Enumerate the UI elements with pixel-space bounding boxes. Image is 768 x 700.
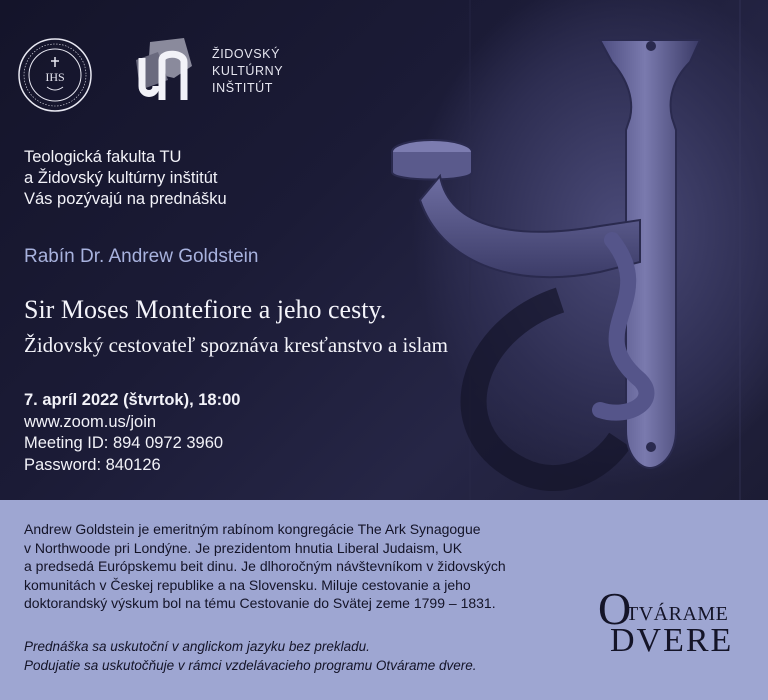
invitation-line: Vás pozývajú na prednášku	[24, 190, 227, 208]
otvarame-dvere-logo	[596, 583, 761, 670]
university-seal-logo	[17, 37, 93, 113]
bio-line: v Northwoode pri Londýne. Je prezidentom hnutia Liberal Judaism, UK	[24, 539, 463, 556]
speaker-name: Rabín Dr. Andrew Goldstein	[24, 246, 259, 267]
meeting-password: Password: 840126	[24, 455, 161, 474]
lecture-title: Sir Moses Montefiore a jeho cesty.	[24, 295, 387, 324]
event-date: 7. apríl 2022 (štvrtok), 18:00	[24, 391, 241, 409]
logo-second-word: DVERE	[610, 622, 734, 659]
zoom-link[interactable]: www.zoom.us/join	[24, 412, 157, 431]
meeting-id: Meeting ID: 894 0972 3960	[24, 434, 224, 452]
bio-line: Andrew Goldstein je emeritným rabínom kongregácie The Ark Synagogue	[24, 521, 481, 537]
logo-first-word-rest: TVÁRAME	[626, 603, 729, 625]
zki-line: KULTÚRNY	[212, 64, 284, 78]
zki-logo-mark	[128, 38, 202, 104]
seal-center-text: IHS	[45, 70, 65, 84]
bio-line: doktorandský výskum bol na tému Cestovanie do Svätej zeme 1799 – 1831.	[24, 595, 496, 612]
bio-line: a predsedá Európskemu beit dinu. Je dlhoročným návštevníkom v židovských	[24, 558, 506, 575]
logo-first-letter: O	[598, 583, 632, 634]
invitation-text	[24, 147, 227, 210]
event-notes	[24, 637, 476, 675]
invitation-line: a Židovský kultúrny inštitút	[24, 169, 218, 187]
bio-line: komunitách v Českej republike a na Slovensku. Miluje cestovanie a jeho	[24, 576, 471, 593]
speaker-bio	[24, 520, 584, 613]
note-line: Prednáška sa uskutoční v anglickom jazyku bez prekladu.	[24, 639, 370, 654]
event-details	[24, 390, 240, 476]
note-line: Podujatie sa uskutočňuje v rámci vzdelávacieho programu Otvárame dvere.	[24, 658, 477, 673]
zki-logo-text	[212, 46, 283, 97]
invitation-line: Teologická fakulta TU	[24, 148, 182, 166]
zki-line: INŠTITÚT	[212, 81, 274, 95]
lecture-subtitle: Židovský cestovateľ spoznáva kresťanstvo a islam	[24, 333, 448, 357]
zki-line: ŽIDOVSKÝ	[212, 47, 281, 61]
